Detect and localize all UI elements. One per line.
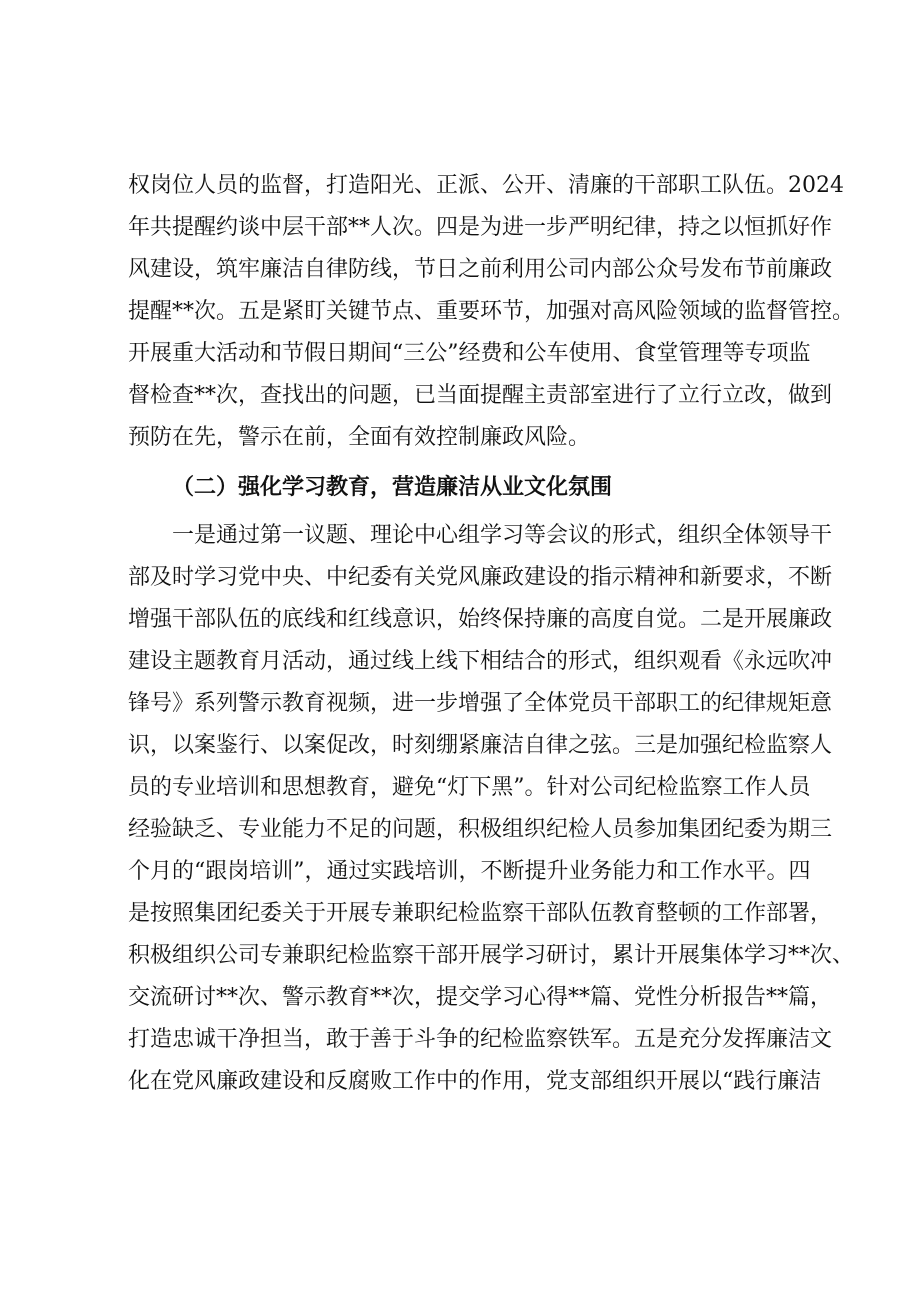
paragraph-line: 化在党风廉政建设和反腐败工作中的作用，党支部组织开展以“践行廉洁 [128, 1069, 822, 1094]
section-heading: （二）强化学习教育，营造廉洁从业文化氛围 [172, 474, 613, 500]
paragraph-line: 交流研讨**次、警示教育**次，提交学习心得**篇、党性分析报告**篇， [128, 985, 833, 1010]
paragraph-line: 风建设，筑牢廉洁自律防线，节日之前利用公司内部公众号发布节前廉政 [128, 257, 833, 282]
paragraph-line: 打造忠诚干净担当，敢于善于斗争的纪检监察铁军。五是充分发挥廉洁文 [128, 1027, 833, 1052]
paragraph-line: 提醒**次。五是紧盯关键节点、重要环节，加强对高风险领域的监督管控。 [128, 299, 855, 324]
paragraph-line: 开展重大活动和节假日期间“三公”经费和公车使用、食堂管理等专项监 [128, 341, 811, 366]
paragraph-line: 识，以案鉴行、以案促改，时刻绷紧廉洁自律之弦。三是加强纪检监察人 [128, 733, 833, 758]
paragraph-line: 权岗位人员的监督，打造阳光、正派、公开、清廉的干部职工队伍。2024 [128, 173, 844, 198]
paragraph-line: 积极组织公司专兼职纪检监察干部开展学习研讨，累计开展集体学习**次、 [128, 943, 855, 968]
paragraph-line: 个月的“跟岗培训”，通过实践培训，不断提升业务能力和工作水平。四 [128, 859, 811, 884]
paragraph-line: 锋号》系列警示教育视频，进一步增强了全体党员干部职工的纪律规矩意 [128, 691, 833, 716]
paragraph-line: 年共提醒约谈中层干部**人次。四是为进一步严明纪律，持之以恒抓好作 [128, 215, 833, 240]
paragraph-line: 是按照集团纪委关于开展专兼职纪检监察干部队伍教育整顿的工作部署， [128, 901, 833, 926]
paragraph-line: 增强干部队伍的底线和红线意识，始终保持廉的高度自觉。二是开展廉政 [128, 607, 833, 632]
paragraph-line: 员的专业培训和思想教育，避免“灯下黑”。针对公司纪检监察工作人员 [128, 775, 811, 800]
paragraph-line: 一是通过第一议题、理论中心组学习等会议的形式，组织全体领导干 [172, 523, 833, 548]
paragraph-line: 督检查**次，查找出的问题，已当面提醒主责部室进行了立行立改，做到 [128, 383, 833, 408]
paragraph-line: 经验缺乏、专业能力不足的问题，积极组织纪检人员参加集团纪委为期三 [128, 817, 833, 842]
paragraph-line: 建设主题教育月活动，通过线上线下相结合的形式，组织观看《永远吹冲 [128, 649, 833, 674]
paragraph-line: 部及时学习党中央、中纪委有关党风廉政建设的指示精神和新要求，不断 [128, 565, 833, 590]
paragraph-line: 预防在先，警示在前，全面有效控制廉政风险。 [128, 425, 591, 450]
